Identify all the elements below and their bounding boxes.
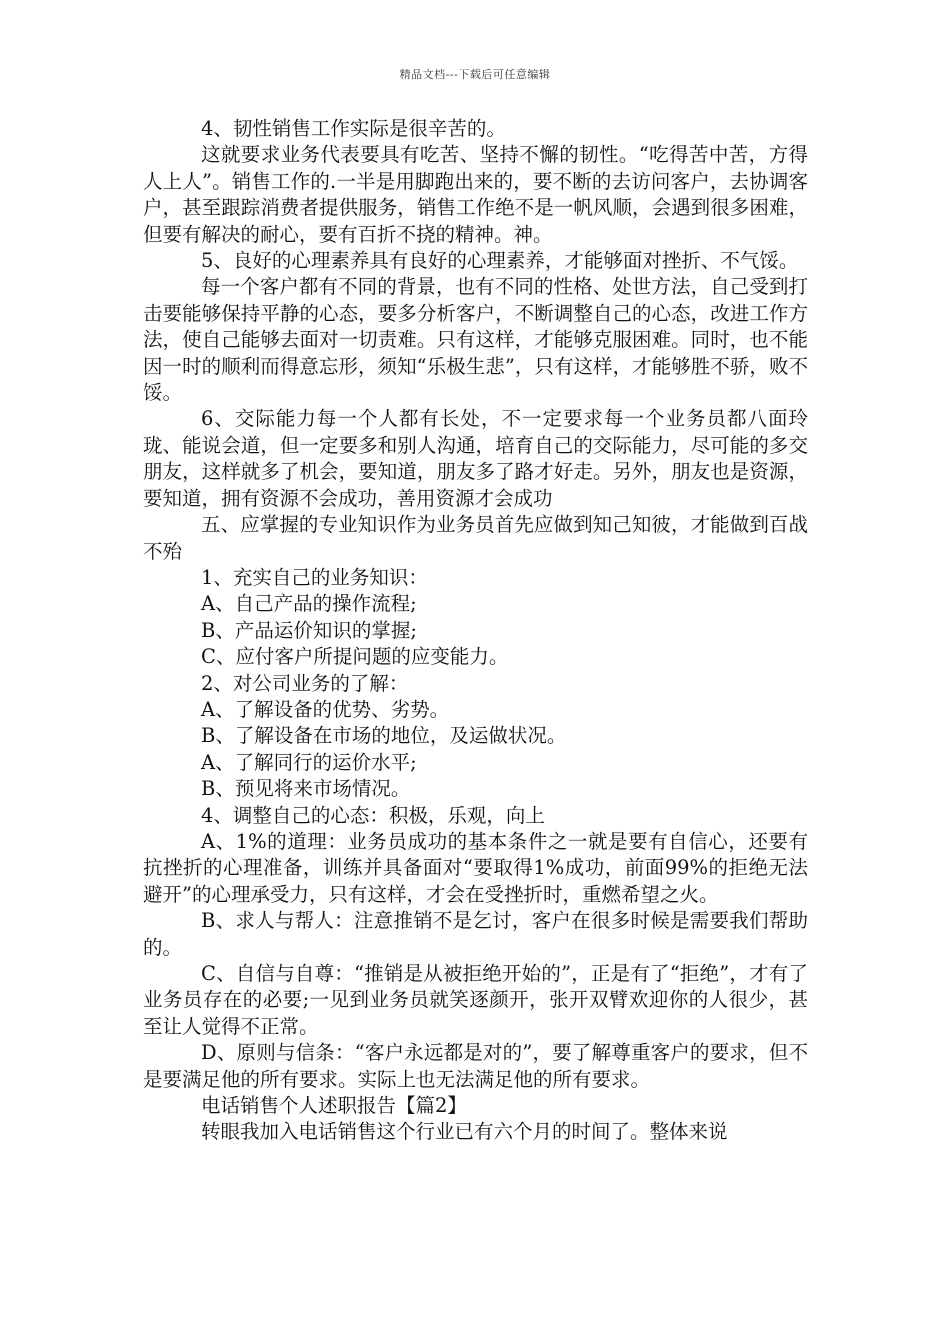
paragraph: D、原则与信条：“客户永远都是对的”，要了解尊重客户的要求，但不是要满足他的所有要求。实际上也无法满足他的所有要求。	[143, 1041, 808, 1091]
page-header: 精品文档---下载后可任意编辑	[399, 68, 551, 81]
list-item: 4、调整自己的心态：积极，乐观，向上	[201, 803, 545, 827]
paragraph: 转眼我加入电话销售这个行业已有六个月的时间了。整体来说	[201, 1120, 728, 1144]
report-title: 电话销售个人述职报告【篇2】	[201, 1094, 467, 1118]
paragraph: C、自信与自尊：“推销是从被拒绝开始的”，正是有了“拒绝”，才有了业务员存在的必要;一见到业务员就笑逐颜开，张开双臂欢迎你的人很少，甚至让人觉得不正常。	[143, 962, 808, 1038]
list-item: C、应付客户所提问题的应变能力。	[201, 645, 509, 669]
list-item: A、自己产品的操作流程;	[201, 592, 417, 616]
paragraph: 4、韧性销售工作实际是很辛苦的。	[201, 117, 506, 140]
paragraph: 这就要求业务代表要具有吃苦、坚持不懈的韧性。“吃得苦中苦，方得人上人”。销售工作的.一半是用脚跑出来的，要不断的去访问客户，去协调客户，甚至跟踪消费者提供服务，销售工作绝不是一帆风顺，会遇到很多困难，但要有解决的耐心，要有百折不挠的精神。神。	[143, 143, 808, 246]
list-item: 1、充实自己的业务知识：	[201, 565, 428, 589]
list-item: B、预见将来市场情况。	[201, 777, 411, 801]
list-item: 2、对公司业务的了解：	[201, 671, 409, 695]
section-heading: 五、应掌握的专业知识作为业务员首先应做到知己知彼，才能做到百战不殆	[143, 513, 808, 563]
list-item: B、产品运价知识的掌握;	[201, 618, 417, 642]
list-item: A、了解同行的运价水平;	[201, 750, 417, 774]
body-text	[143, 116, 808, 1146]
paragraph: A、1%的道理：业务员成功的基本条件之一就是要有自信心，还要有抗挫折的心理准备，训练并具备面对“要取得1%成功，前面99%的拒绝无法避开”的心理承受力，只有这样，才会在受挫折时，重燃希望之火。	[143, 829, 808, 906]
paragraph: 5、良好的心理素养具有良好的心理素养，才能够面对挫折、不气馁。	[201, 249, 799, 273]
paragraph: 6、交际能力每一个人都有长处，不一定要求每一个业务员都八面玲珑、能说会道，但一定要多和别人沟通，培育自己的交际能力，尽可能的多交朋友，这样就多了机会，要知道，朋友多了路才好走。另外，朋友也是资源，要知道，拥有资源不会成功，善用资源才会成功	[143, 407, 808, 510]
paragraph: 每一个客户都有不同的背景，也有不同的性格、处世方法，自己受到打击要能够保持平静的心态，要多分析客户，不断调整自己的心态，改进工作方法，使自己能够去面对一切责难。只有这样，才能够克服困难。同时，也不能因一时的顺利而得意忘形，须知“乐极生悲”，只有这样，才能够胜不骄，败不馁。	[143, 275, 808, 405]
list-item: B、了解设备在市场的地位，及运做状况。	[201, 724, 567, 748]
list-item: A、了解设备的优势、劣势。	[201, 697, 450, 721]
paragraph: B、求人与帮人：注意推销不是乞讨，客户在很多时候是需要我们帮助的。	[143, 909, 808, 959]
